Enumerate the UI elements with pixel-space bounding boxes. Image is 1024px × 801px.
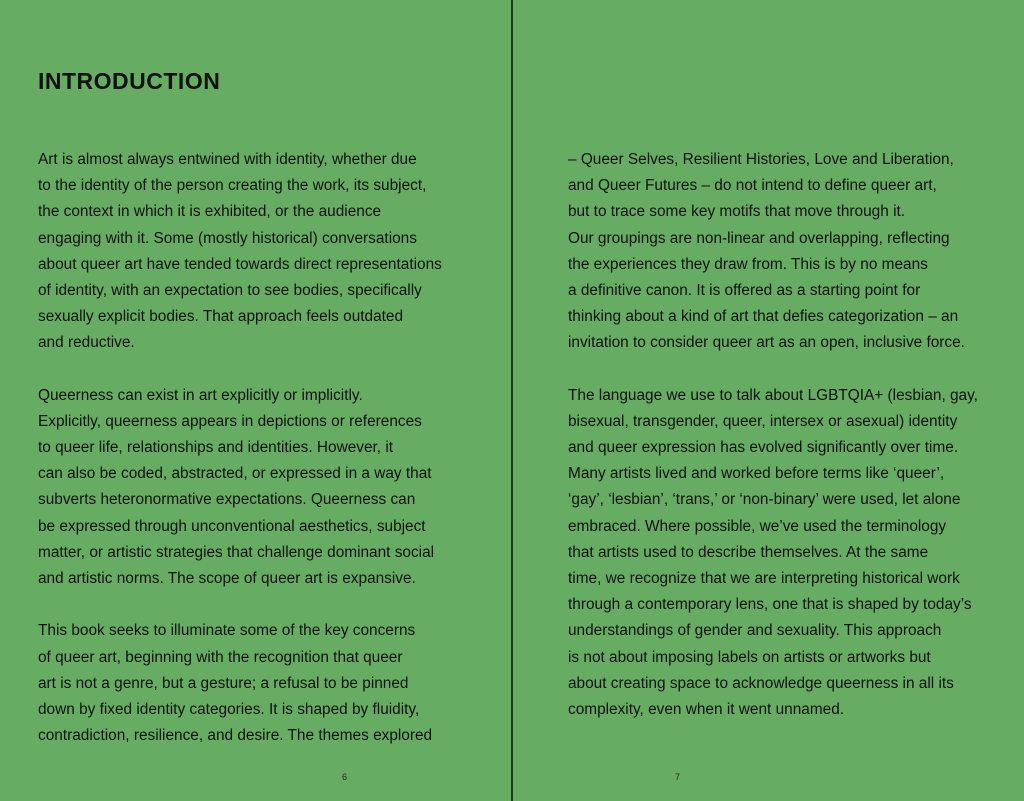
body-text-line: but to trace some key motifs that move through it. (568, 203, 906, 221)
body-text-line: and queer expression has evolved significantly over time. (568, 439, 959, 457)
body-text-line: and artistic norms. The scope of queer art is expansive. (38, 570, 416, 587)
body-text-line: The language we use to talk about LGBTQIA+ (lesbian, gay, (568, 386, 978, 404)
body-text-line: the experiences they draw from. This is by no means (568, 255, 928, 273)
body-text-line: about creating space to acknowledge queerness in all its (568, 674, 954, 692)
paragraph-gap (38, 357, 442, 383)
body-text-line: that artists used to describe themselves. At the same (568, 543, 929, 561)
body-text-line: of identity, with an expectation to see bodies, specifically (38, 281, 422, 299)
body-text-line: Many artists lived and worked before terms like ‘queer’, (568, 465, 945, 483)
body-text-line: engaging with it. Some (mostly historical) conversations (38, 229, 417, 247)
body-text-line: – Queer Selves, Resilient Histories, Love and Liberation, (568, 151, 954, 168)
left-body-text (38, 147, 442, 749)
right-page (513, 0, 1024, 801)
body-text-line: invitation to consider queer art as an open, inclusive force. (568, 334, 965, 352)
body-text-line: a definitive canon. It is offered as a starting point for (568, 281, 921, 299)
body-text-line: Explicitly, queerness appears in depictions or references (38, 412, 422, 430)
body-text-line: time, we recognize that we are interpreting historical work (568, 570, 960, 587)
right-body-text (568, 147, 978, 723)
body-text-line: down by fixed identity categories. It is shaped by fluidity, (38, 700, 420, 718)
page-title: INTRODUCTION (38, 68, 221, 94)
body-text-line: embraced. Where possible, we’ve used the terminology (568, 517, 947, 535)
body-text-line: understandings of gender and sexuality. This approach (568, 622, 942, 640)
body-text-line: art is not a genre, but a gesture; a refusal to be pinned (38, 674, 409, 692)
paragraph-gap (568, 357, 978, 383)
page-number-right: 7 (675, 772, 681, 782)
body-text-line: and Queer Futures – do not intend to define queer art, (568, 177, 937, 195)
body-text-line: Queerness can exist in art explicitly or implicitly. (38, 386, 363, 404)
body-text-line: is not about imposing labels on artists or artworks but (568, 648, 931, 666)
body-text-line: thinking about a kind of art that defies categorization – an (568, 308, 959, 326)
page-number-left: 6 (342, 772, 348, 782)
body-text-line: through a contemporary lens, one that is shaped by today’s (568, 596, 972, 614)
body-text-line: the context in which it is exhibited, or the audience (38, 203, 382, 221)
body-text-line: be expressed through unconventional aesthetics, subject (38, 517, 426, 535)
body-text-line: complexity, even when it went unnamed. (568, 700, 845, 718)
body-text-line: can also be coded, abstracted, or expressed in a way that (38, 465, 432, 483)
body-text-line: Art is almost always entwined with identity, whether due (38, 151, 417, 168)
body-text-line: and reductive. (38, 334, 135, 352)
paragraph-gap (38, 592, 442, 618)
body-text-line: subverts heteronormative expectations. Queerness can (38, 491, 416, 509)
body-text-line: of queer art, beginning with the recognition that queer (38, 648, 403, 666)
body-text-line: This book seeks to illuminate some of the key concerns (38, 622, 416, 640)
body-text-line: Our groupings are non-linear and overlapping, reflecting (568, 229, 950, 247)
body-text-line: about queer art have tended towards direct representations (38, 255, 442, 273)
body-text-line: to the identity of the person creating the work, its subject, (38, 177, 427, 195)
body-text-line: matter, or artistic strategies that challenge dominant social (38, 543, 435, 561)
body-text-line: ‘gay’, ‘lesbian’, ‘trans,’ or ‘non-binary’ were used, let alone (568, 491, 961, 509)
body-text-line: sexually explicit bodies. That approach feels outdated (38, 308, 404, 326)
body-text-line: bisexual, transgender, queer, intersex or asexual) identity (568, 412, 958, 430)
body-text-line: contradiction, resilience, and desire. The themes explored (38, 727, 433, 745)
body-text-line: to queer life, relationships and identities. However, it (38, 439, 394, 457)
